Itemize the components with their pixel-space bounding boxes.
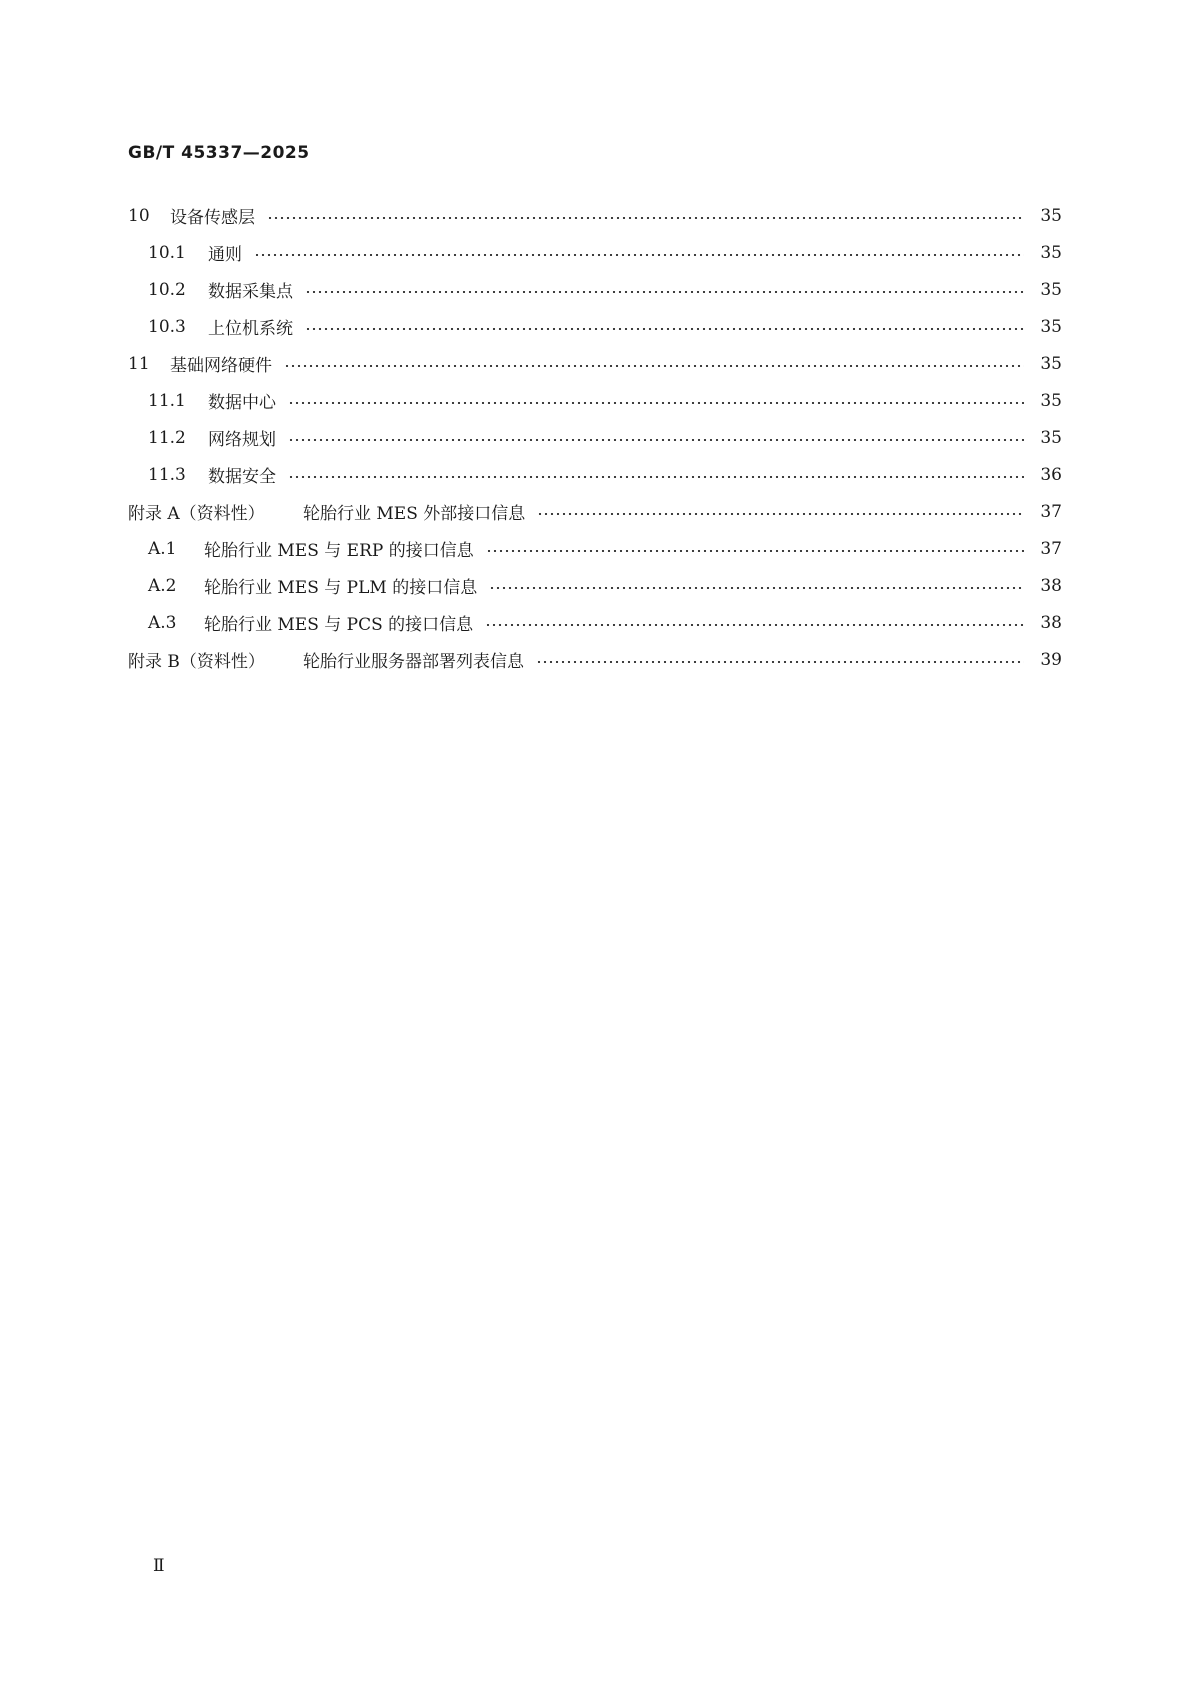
toc-entry-page: 38 <box>1040 612 1062 633</box>
dot-leader <box>305 291 1024 293</box>
toc-entry-page: 36 <box>1040 464 1062 485</box>
dot-leader <box>254 254 1024 256</box>
toc-entry-number: 10.2 <box>148 279 186 300</box>
toc-entry-page: 38 <box>1040 575 1062 596</box>
toc-entry-page: 35 <box>1040 205 1062 226</box>
toc-entry-number: 11.1 <box>148 390 186 411</box>
toc-entry-page: 37 <box>1040 538 1062 559</box>
toc-entry-number: A.3 <box>148 612 177 633</box>
toc-entry-title: 网络规划 <box>208 430 276 450</box>
toc-entry-appendix-b[interactable] <box>128 641 1062 678</box>
toc-entry-11[interactable] <box>128 345 1062 382</box>
dot-leader <box>284 365 1024 367</box>
dot-leader <box>288 402 1024 404</box>
toc-entry-10[interactable] <box>128 197 1062 234</box>
toc-entry-title: 数据采集点 <box>208 282 293 302</box>
toc-entry-number: 10.1 <box>148 242 186 263</box>
dot-leader <box>485 624 1024 626</box>
toc-entry-10-2[interactable] <box>148 271 1062 308</box>
toc-entry-title: 数据中心 <box>208 393 276 413</box>
dot-leader <box>305 328 1024 330</box>
dot-leader <box>537 513 1024 515</box>
toc-entry-title: 通则 <box>208 245 242 265</box>
toc-entry-number: 11 <box>128 353 150 374</box>
dot-leader <box>536 661 1024 663</box>
toc-entry-appendix-a[interactable] <box>128 493 1062 530</box>
toc-entry-10-3[interactable] <box>148 308 1062 345</box>
toc-entry-page: 39 <box>1040 649 1062 670</box>
dot-leader <box>486 550 1024 552</box>
toc-entry-title: 轮胎行业 MES 外部接口信息 <box>303 504 526 524</box>
toc-entry-number: 10.3 <box>148 316 186 337</box>
toc-entry-title: 轮胎行业 MES 与 PLM 的接口信息 <box>204 578 478 598</box>
toc-entry-title: 数据安全 <box>208 467 276 487</box>
dot-leader <box>288 476 1024 478</box>
toc-entry-page: 35 <box>1040 427 1062 448</box>
toc-entry-title: 轮胎行业 MES 与 PCS 的接口信息 <box>204 615 474 635</box>
dot-leader <box>489 587 1024 589</box>
toc-entry-number: 10 <box>128 205 150 226</box>
toc-entry-number: 附录 A（资料性） <box>128 504 265 524</box>
toc-entry-number: A.1 <box>148 538 177 559</box>
dot-leader <box>267 217 1024 219</box>
document-id-header: GB/T 45337—2025 <box>128 143 310 163</box>
toc-entry-a-2[interactable] <box>148 567 1062 604</box>
toc-entry-10-1[interactable] <box>148 234 1062 271</box>
toc-entry-number: 附录 B（资料性） <box>128 652 265 672</box>
toc-entry-page: 35 <box>1040 353 1062 374</box>
toc-entry-number: 11.2 <box>148 427 186 448</box>
toc-entry-page: 35 <box>1040 242 1062 263</box>
toc-entry-page: 35 <box>1040 390 1062 411</box>
toc-entry-11-1[interactable] <box>148 382 1062 419</box>
toc-entry-page: 35 <box>1040 316 1062 337</box>
dot-leader <box>288 439 1024 441</box>
toc-entry-title: 上位机系统 <box>208 319 293 339</box>
page-number-footer: Ⅱ <box>153 1556 165 1576</box>
toc-entry-title: 基础网络硬件 <box>170 356 272 376</box>
toc-entry-title: 设备传感层 <box>170 208 255 228</box>
toc-entry-title: 轮胎行业服务器部署列表信息 <box>303 652 524 672</box>
toc-entry-number: 11.3 <box>148 464 186 485</box>
toc-entry-11-2[interactable] <box>148 419 1062 456</box>
toc-entry-11-3[interactable] <box>148 456 1062 493</box>
toc-entry-page: 35 <box>1040 279 1062 300</box>
toc-entry-a-3[interactable] <box>148 604 1062 641</box>
toc-entry-page: 37 <box>1040 501 1062 522</box>
toc-entry-number: A.2 <box>148 575 177 596</box>
toc-entry-title: 轮胎行业 MES 与 ERP 的接口信息 <box>204 541 474 561</box>
toc-entry-a-1[interactable] <box>148 530 1062 567</box>
